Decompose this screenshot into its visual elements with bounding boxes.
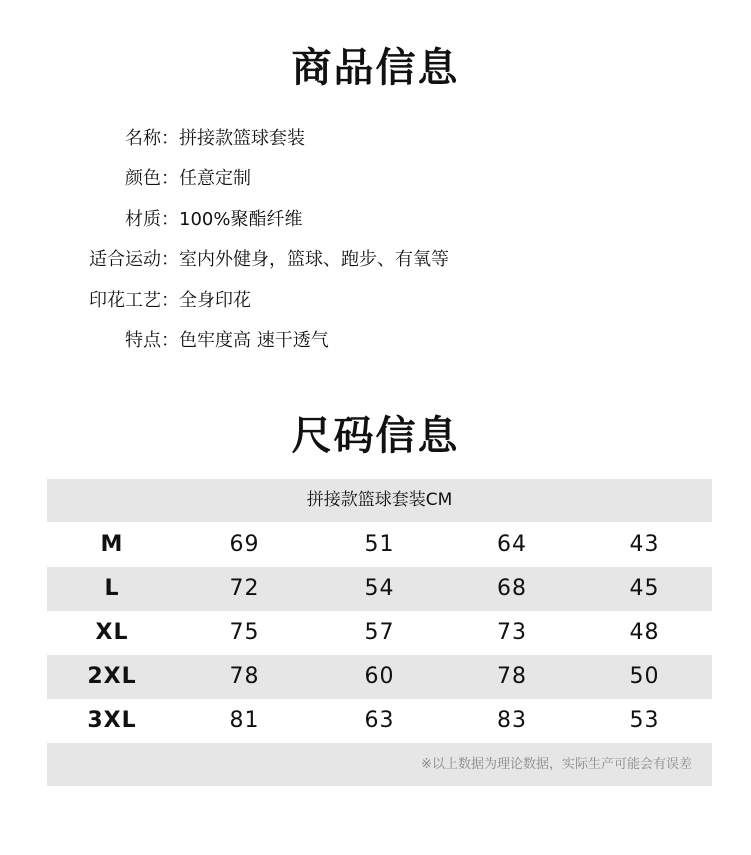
info-label-material: 材质： bbox=[125, 209, 179, 230]
info-row-sports bbox=[0, 247, 751, 273]
value-cell: 78 bbox=[497, 664, 527, 689]
info-label-sports: 适合运动： bbox=[89, 249, 179, 270]
value-cell: 57 bbox=[364, 620, 395, 645]
info-row-printing bbox=[0, 288, 751, 314]
value-cell: 72 bbox=[229, 576, 260, 601]
info-value-material: 100%聚酯纤维 bbox=[179, 209, 303, 230]
size-cell: M bbox=[100, 532, 124, 557]
value-cell: 83 bbox=[497, 708, 527, 733]
value-cell: 60 bbox=[364, 664, 395, 689]
value-cell: 50 bbox=[629, 664, 660, 689]
value-cell: 68 bbox=[497, 576, 527, 601]
info-row-features bbox=[0, 328, 751, 354]
value-cell: 75 bbox=[229, 620, 260, 645]
value-cell: 64 bbox=[497, 532, 527, 557]
table-row bbox=[47, 699, 712, 743]
info-label-color: 颜色： bbox=[125, 168, 179, 189]
info-value-sports: 室内外健身，篮球、跑步、有氧等 bbox=[179, 249, 449, 270]
footnote-text: ※以上数据为理论数据，实际生产可能会有误差 bbox=[421, 757, 692, 772]
value-cell: 69 bbox=[229, 532, 260, 557]
info-value-color: 任意定制 bbox=[179, 168, 251, 189]
size-cell: 2XL bbox=[87, 664, 137, 689]
info-row-color bbox=[0, 166, 751, 192]
value-cell: 51 bbox=[364, 532, 395, 557]
value-cell: 73 bbox=[497, 620, 527, 645]
info-row-name bbox=[0, 126, 751, 152]
size-cell: L bbox=[104, 576, 120, 601]
value-cell: 78 bbox=[229, 664, 260, 689]
size-cell: 3XL bbox=[87, 708, 137, 733]
value-cell: 48 bbox=[629, 620, 660, 645]
table-row bbox=[47, 523, 712, 567]
table-row bbox=[47, 611, 712, 655]
value-cell: 53 bbox=[629, 708, 660, 733]
footnote-bar bbox=[47, 743, 712, 786]
value-cell: 45 bbox=[629, 576, 660, 601]
value-cell: 81 bbox=[229, 708, 260, 733]
info-label-features: 特点： bbox=[125, 330, 179, 351]
size-info-title: 尺码信息 bbox=[291, 413, 460, 459]
size-cell: XL bbox=[95, 620, 129, 645]
size-table-header: 拼接款篮球套装CM bbox=[47, 479, 712, 522]
product-info-title: 商品信息 bbox=[291, 45, 460, 91]
value-cell: 43 bbox=[629, 532, 660, 557]
info-value-features: 色牢度高 速干透气 bbox=[179, 330, 329, 351]
info-value-name: 拼接款篮球套装 bbox=[179, 128, 305, 149]
value-cell: 63 bbox=[364, 708, 395, 733]
value-cell: 54 bbox=[364, 576, 395, 601]
table-row bbox=[47, 567, 712, 611]
info-row-material bbox=[0, 207, 751, 233]
info-label-printing: 印花工艺： bbox=[89, 290, 179, 311]
info-label-name: 名称： bbox=[125, 128, 179, 149]
table-row bbox=[47, 655, 712, 699]
info-value-printing: 全身印花 bbox=[179, 290, 251, 311]
